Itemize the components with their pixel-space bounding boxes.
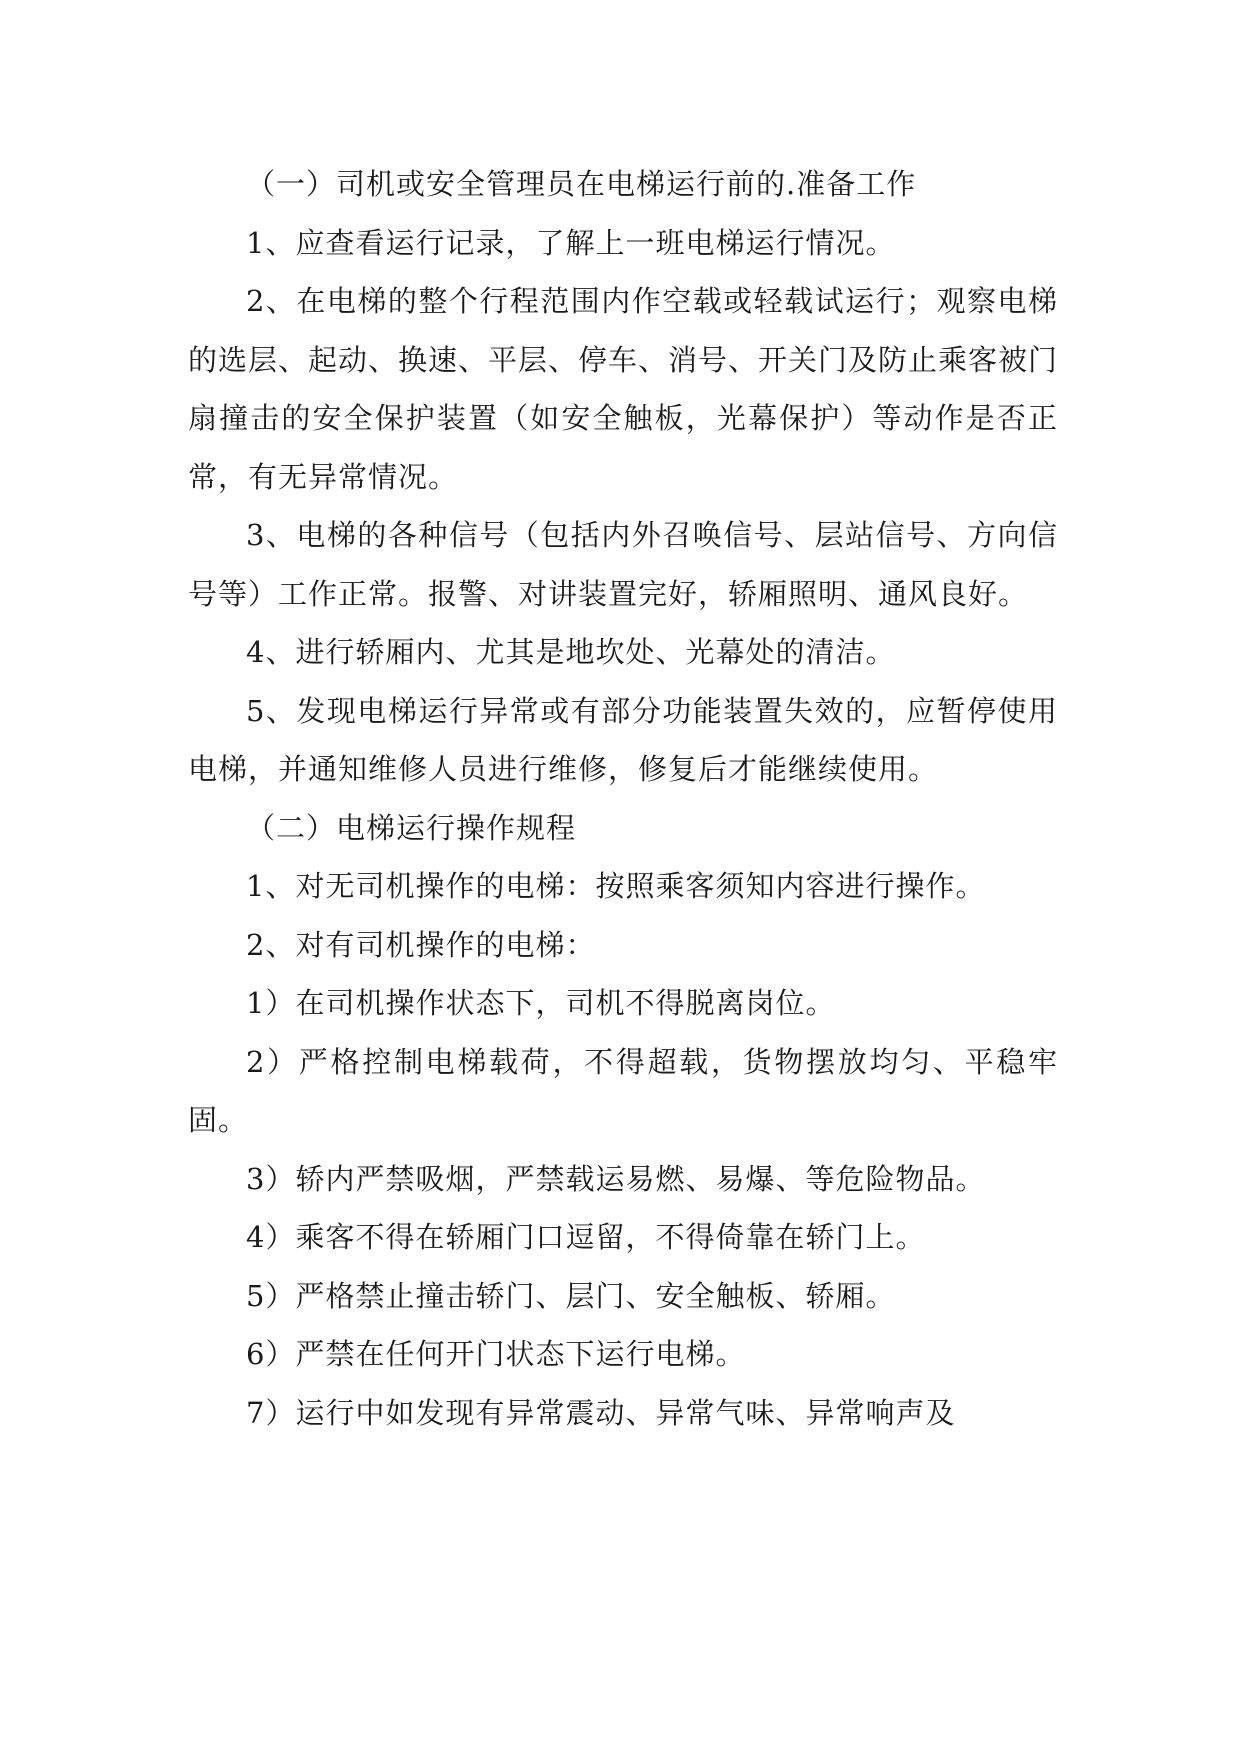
paragraph: 5）严格禁止撞击轿门、层门、安全触板、轿厢。 bbox=[246, 1278, 896, 1313]
paragraph: 1、应查看运行记录，了解上一班电梯运行情况。 bbox=[246, 225, 896, 260]
section-heading-2: （二）电梯运行操作规程 bbox=[246, 810, 577, 845]
document-body bbox=[188, 155, 1058, 1442]
paragraph: 2、在电梯的整个行程范围内作空载或轻载试运行；观察电梯的选层、起动、换速、平层、停车、消号、开关门及防止乘客被门扇撞击的安全保护装置（如安全触板，光幕保护）等动作是否正常，有无异常情况。 bbox=[188, 284, 1059, 494]
paragraph: 1）在司机操作状态下，司机不得脱离岗位。 bbox=[246, 986, 836, 1020]
paragraph: 7）运行中如发现有异常震动、异常气味、异常响声及 bbox=[246, 1395, 956, 1430]
paragraph: 4）乘客不得在轿厢门口逗留，不得倚靠在轿门上。 bbox=[246, 1220, 926, 1254]
paragraph: 1、对无司机操作的电梯：按照乘客须知内容进行操作。 bbox=[246, 869, 986, 903]
paragraph: 2、对有司机操作的电梯： bbox=[246, 927, 596, 962]
paragraph: 4、进行轿厢内、尤其是地坎处、光幕处的清洁。 bbox=[246, 635, 896, 669]
section-heading-1: （一）司机或安全管理员在电梯运行前的.准备工作 bbox=[246, 167, 917, 201]
paragraph: 5、发现电梯运行异常或有部分功能装置失效的，应暂停使用电梯，并通知维修人员进行维修，修复后才能继续使用。 bbox=[188, 693, 1058, 786]
paragraph: 2）严格控制电梯载荷，不得超载，货物摆放均匀、平稳牢固。 bbox=[188, 1044, 1058, 1137]
paragraph: 3）轿内严禁吸烟，严禁载运易燃、易爆、等危险物品。 bbox=[246, 1161, 986, 1196]
paragraph: 6）严禁在任何开门状态下运行电梯。 bbox=[246, 1337, 746, 1371]
paragraph: 3、电梯的各种信号（包括内外召唤信号、层站信号、方向信号等）工作正常。报警、对讲装置完好，轿厢照明、通风良好。 bbox=[188, 518, 1058, 611]
